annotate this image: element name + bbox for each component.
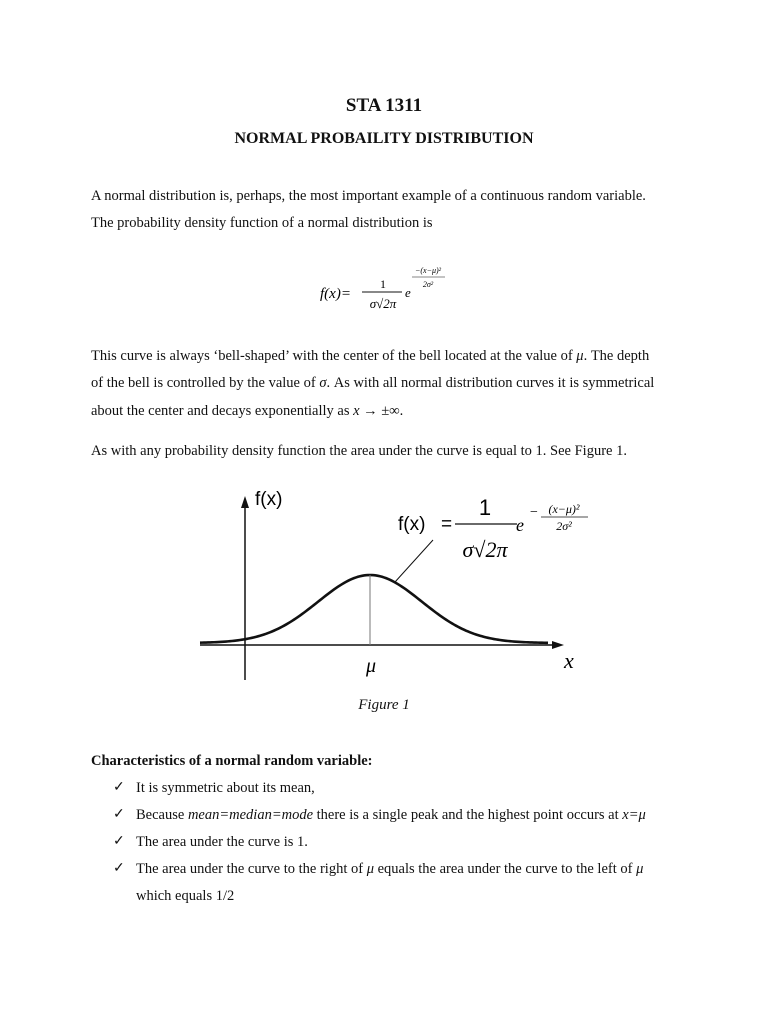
checkmark-icon: ✓ [113, 834, 125, 849]
mean-median-mode: mean=median=mode [187, 807, 314, 823]
figure-eq-exp-numerator: (x−μ)² [548, 502, 580, 516]
bell-curve [200, 575, 548, 643]
figure-caption: Figure 1 [358, 697, 410, 713]
para3-line: As with any probability density function the area under the curve is equal to 1. See Figure 1. [91, 443, 627, 459]
y-axis-arrow-icon [241, 496, 249, 508]
bullet-3: The area under the curve is 1. [136, 834, 308, 850]
bullet-1: It is symmetric about its mean, [136, 780, 315, 796]
topic-title: NORMAL PROBAILITY DISTRIBUTION [234, 130, 534, 147]
formula-exp-denominator: 2σ² [422, 280, 434, 289]
bullet-4-continuation: which equals 1/2 [136, 888, 235, 904]
figure-eq-exp-denominator: 2σ² [556, 519, 572, 533]
bullet-2-text-a: Because [136, 807, 188, 823]
bullet-2-text-b: there is a single peak and the highest point occurs at [313, 807, 623, 823]
intro-line-2: The probability density function of a normal distribution is [91, 215, 433, 231]
pointer-line [395, 540, 433, 582]
bullet-4-text-b: equals the area under the curve to the left of [373, 861, 637, 877]
figure-eq-base: e [516, 515, 524, 535]
intro-line-1: A normal distribution is, perhaps, the most important example of a continuous random variable. [91, 188, 646, 204]
para2-text-3a: about the center and decays exponentially as [91, 403, 354, 419]
para2-text-2b: . As with all normal distribution curves it is symmetrical [326, 375, 655, 391]
formula-exp-numerator: −(x−μ)² [414, 266, 442, 275]
checkmark-icon: ✓ [113, 861, 125, 876]
course-title: STA 1311 [345, 95, 423, 116]
mu-symbol: μ [636, 861, 644, 877]
sigma-symbol: σ [319, 375, 327, 391]
formula-base: e [405, 285, 411, 300]
bullet-4 [136, 860, 643, 878]
figure-eq-minus: − [530, 505, 538, 520]
y-axis-label: f(x) [255, 489, 283, 510]
characteristics-heading: Characteristics of a normal random variable: [91, 753, 373, 769]
x-axis-arrow-icon [552, 641, 564, 649]
figure-eq-numerator: 1 [478, 495, 492, 520]
x-equals-mu: x=μ [622, 807, 646, 823]
mu-label: μ [365, 655, 377, 677]
bullet-2 [136, 806, 646, 824]
checkmark-icon: ✓ [113, 780, 125, 795]
mu-symbol: μ [576, 348, 584, 364]
para2-text-1a: This curve is always ‘bell-shaped’ with the center of the bell located at the value of [91, 348, 577, 364]
limit-expression: x → ±∞ [353, 403, 400, 419]
formula-lhs: f(x)= [320, 286, 351, 302]
bullet-4-text-a: The area under the curve to the right of [136, 861, 367, 877]
formula-numerator: 1 [380, 277, 386, 291]
para2-text-1b: . The depth [583, 348, 650, 364]
x-axis-label: x [564, 648, 574, 673]
checkmark-icon: ✓ [113, 807, 125, 822]
para2-text-3b: . [399, 403, 404, 419]
formula-denominator: σ√2π [369, 296, 397, 311]
figure-eq-equals: = [441, 514, 453, 535]
figure-eq-lhs: f(x) [398, 514, 426, 535]
para2-text-2a: of the bell is controlled by the value of [91, 375, 320, 391]
figure-eq-denominator: σ√2π [462, 537, 508, 562]
mu-symbol: μ [366, 861, 374, 877]
